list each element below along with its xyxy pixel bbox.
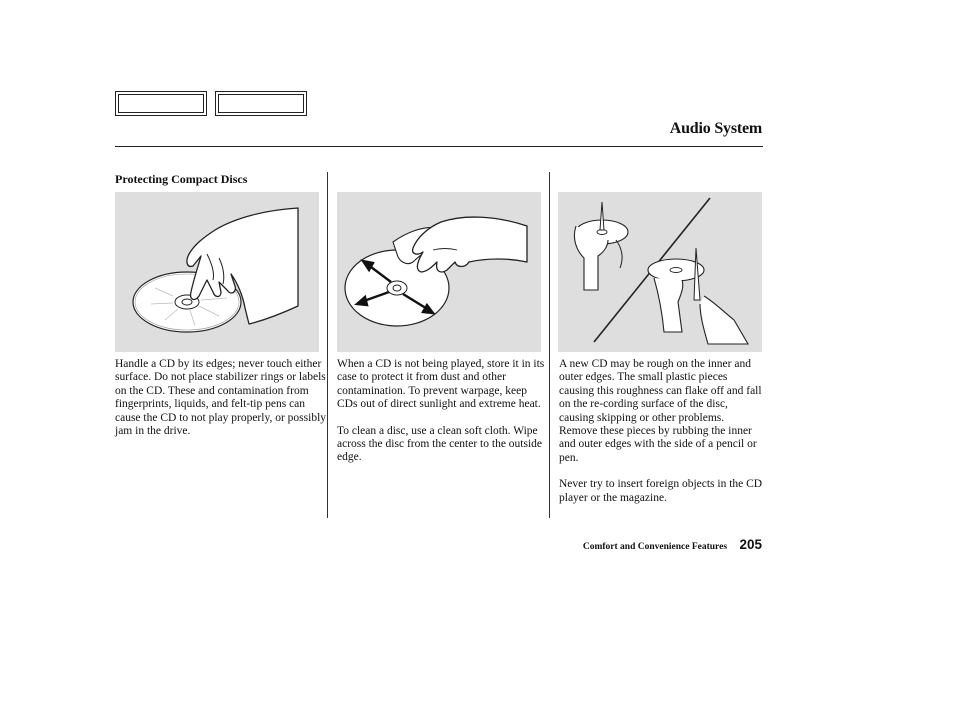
header-rule bbox=[115, 146, 763, 147]
cleaning-cd-image bbox=[337, 192, 541, 352]
paragraph: To clean a disc, use a clean soft cloth. Wipe across the disc from the center to the outside edge. bbox=[337, 424, 543, 464]
rough-edges-cd-image bbox=[558, 192, 762, 352]
paragraph: When a CD is not being played, store it in its case to protect it from dust and other contamination. To prevent warpage, keep CDs out of direct sunlight and extreme heat. bbox=[337, 358, 545, 411]
paragraph: A new CD may be rough on the inner and outer edges. The small plastic pieces causing this roughness can flake off and fall on the re-cording surface of the disc, causing skipping or other problems. Remove these pieces by rubbing the inner and outer edges with the side of a pencil or pen. bbox=[559, 358, 762, 464]
footer-label: Comfort and Convenience Features bbox=[582, 542, 728, 552]
column-1-text bbox=[115, 358, 327, 451]
page-footer bbox=[583, 536, 762, 554]
section-title: Audio System bbox=[669, 120, 762, 137]
column-divider bbox=[549, 172, 550, 518]
illustration-handle-cd bbox=[115, 192, 319, 352]
column-2-text bbox=[337, 358, 549, 478]
paragraph: Never try to insert foreign objects in the CD player or the magazine. bbox=[559, 478, 763, 504]
illustration-clean-cd bbox=[337, 192, 541, 352]
column-3-text bbox=[559, 358, 765, 518]
nav-tab-1[interactable] bbox=[115, 91, 207, 116]
sub-heading: Protecting Compact Discs bbox=[115, 172, 248, 186]
hand-holding-cd-image bbox=[115, 192, 319, 352]
paragraph: Handle a CD by its edges; never touch either surface. Do not place stabilizer rings or labels on the CD. These and contamination from fingerprints, liquids, and felt-tip pens can cause the CD to not play properly, or possibly jam in the drive. bbox=[115, 358, 327, 438]
page-number: 205 bbox=[739, 537, 762, 552]
nav-tab-2[interactable] bbox=[215, 91, 307, 116]
column-divider bbox=[327, 172, 328, 518]
illustration-rough-edges bbox=[558, 192, 762, 352]
